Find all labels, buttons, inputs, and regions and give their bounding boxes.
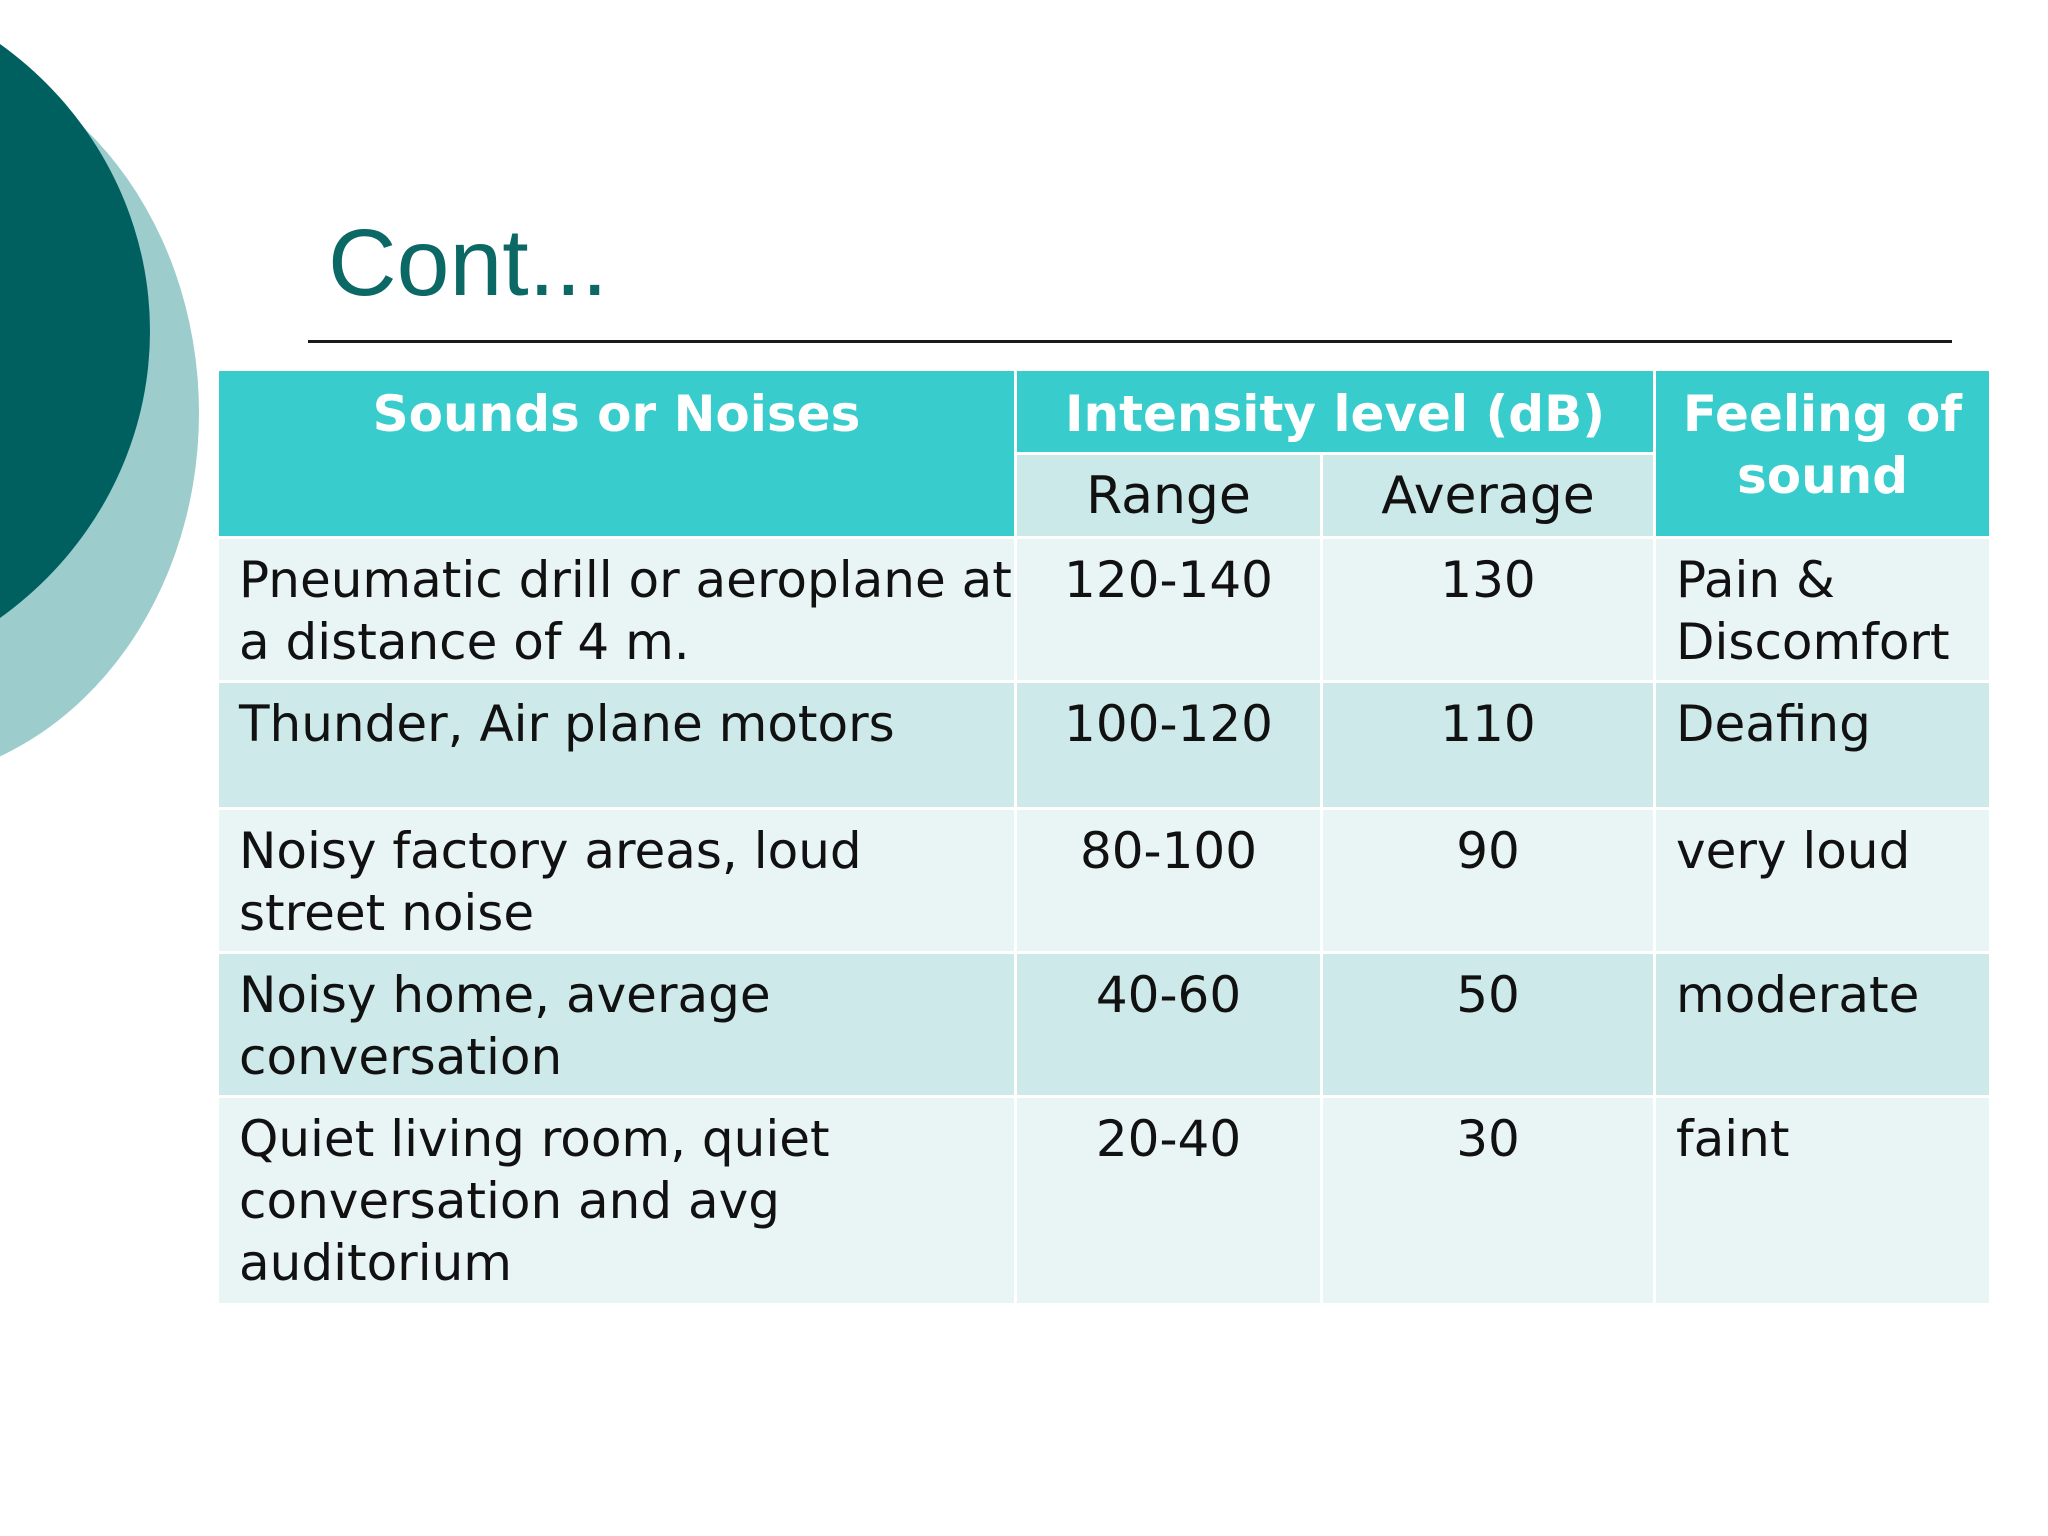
cell-sound: Quiet living room, quiet conversation and avg auditorium (218, 1097, 1016, 1305)
cell-sound: Noisy home, average conversation (218, 953, 1016, 1097)
sound-intensity-table (216, 368, 1992, 1306)
header-range: Range (1016, 454, 1322, 538)
cell-range: 100-120 (1016, 682, 1322, 809)
table-row (218, 809, 1991, 953)
cell-average: 130 (1322, 538, 1655, 682)
header-average: Average (1322, 454, 1655, 538)
cell-average: 90 (1322, 809, 1655, 953)
cell-feeling: faint (1655, 1097, 1991, 1305)
cell-sound: Noisy factory areas, loud street noise (218, 809, 1016, 953)
cell-range: 20-40 (1016, 1097, 1322, 1305)
table-row (218, 682, 1991, 809)
slide-title: Cont... (328, 210, 608, 316)
cell-range: 80-100 (1016, 809, 1322, 953)
cell-feeling: moderate (1655, 953, 1991, 1097)
cell-feeling: Pain & Discomfort (1655, 538, 1991, 682)
cell-sound: Thunder, Air plane motors (218, 682, 1016, 809)
header-feeling: Feeling of sound (1655, 370, 1991, 538)
cell-range: 40-60 (1016, 953, 1322, 1097)
cell-average: 30 (1322, 1097, 1655, 1305)
table-row (218, 953, 1991, 1097)
table-row (218, 1097, 1991, 1305)
header-intensity: Intensity level (dB) (1016, 370, 1655, 454)
cell-sound: Pneumatic drill or aeroplane at a distance of 4 m. (218, 538, 1016, 682)
table-row (218, 538, 1991, 682)
cell-feeling: very loud (1655, 809, 1991, 953)
title-underline (308, 340, 1952, 343)
header-sounds: Sounds or Noises (218, 370, 1016, 538)
cell-average: 50 (1322, 953, 1655, 1097)
cell-range: 120-140 (1016, 538, 1322, 682)
cell-feeling: Deafing (1655, 682, 1991, 809)
cell-average: 110 (1322, 682, 1655, 809)
